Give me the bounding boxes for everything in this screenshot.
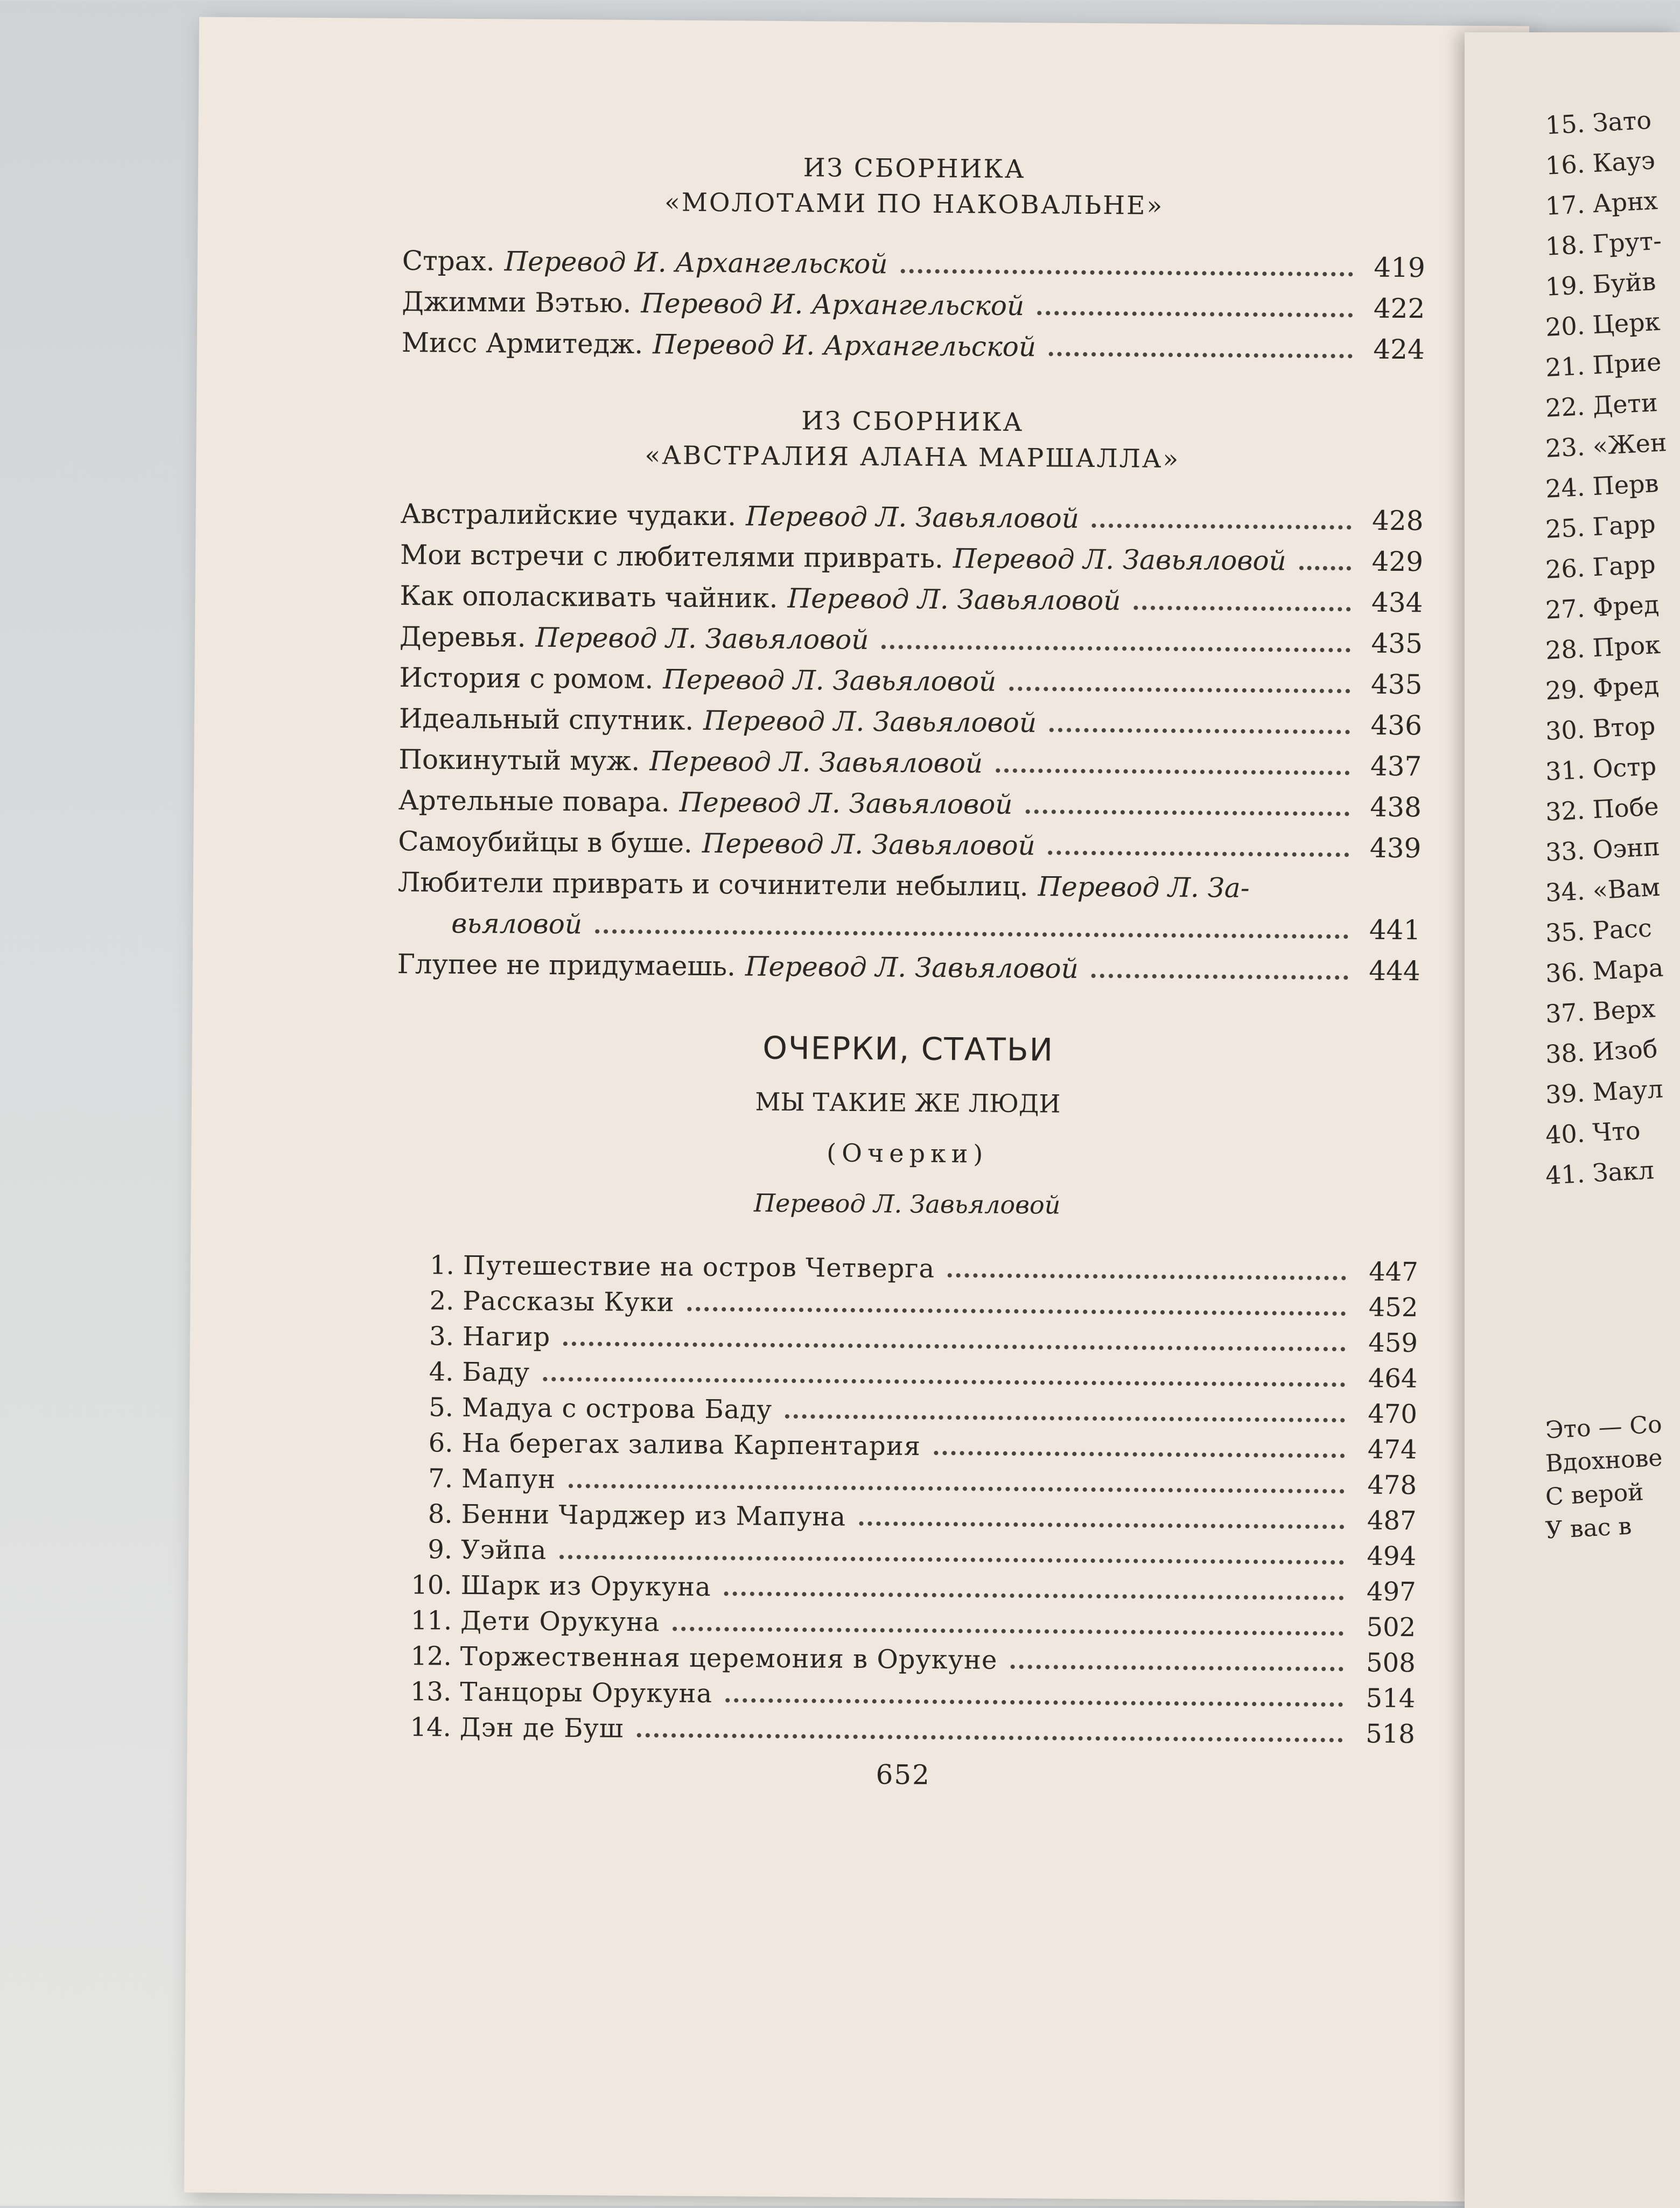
toc-entry xyxy=(399,657,1422,705)
entry-translator: Перевод Л. Завьяловой xyxy=(953,543,1286,577)
essay-number: 2. xyxy=(429,1285,454,1316)
entry-title: Деревья. xyxy=(399,621,526,653)
essay-number: 10. xyxy=(411,1570,452,1601)
leader-dots xyxy=(1048,850,1349,857)
essay-entry xyxy=(392,1709,1415,1752)
toc-entry xyxy=(399,698,1422,746)
essays-subheading: МЫ ТАКИЕ ЖЕ ЛЮДИ xyxy=(755,1087,1061,1119)
facing-entry: 25. Гарр xyxy=(1544,509,1656,544)
toc-entry-wrapped xyxy=(398,862,1421,910)
leader-dots xyxy=(688,1307,1346,1316)
section-australia xyxy=(397,401,1424,991)
entry-title: Страх. xyxy=(402,245,495,277)
entry-translator: Перевод Л. Завьяловой xyxy=(745,500,1080,534)
entry-title: Мои встречи с любителями приврать. xyxy=(400,539,944,575)
toc-entry xyxy=(400,534,1423,582)
essays-heading: ОЧЕРКИ, СТАТЬИ xyxy=(762,1029,1054,1068)
leader-dots xyxy=(1092,523,1352,529)
entry-title: История с ромом. xyxy=(399,662,654,695)
entry-title: Артельные повара. xyxy=(398,784,670,818)
leader-dots xyxy=(725,1698,1343,1707)
facing-entry: 23. «Жен xyxy=(1544,428,1668,463)
section-heading-2: «АВСТРАЛИЯ АЛАНА МАРШАЛЛА» xyxy=(645,441,1180,474)
entry-title: Джимми Вэтью. xyxy=(402,286,632,319)
facing-entry: 41. Закл xyxy=(1544,1155,1655,1190)
entry-translator: Перевод Л. Завьяловой xyxy=(787,583,1121,617)
entry-page: 424 xyxy=(1373,333,1425,366)
entry-page: 436 xyxy=(1370,709,1423,742)
facing-entry: 20. Церк xyxy=(1544,306,1661,342)
essays-genre: (Очерки) xyxy=(827,1138,989,1169)
leader-dots xyxy=(563,1341,1346,1351)
leader-dots xyxy=(1009,687,1350,693)
leader-dots xyxy=(996,768,1349,775)
toc-list xyxy=(402,240,1426,370)
facing-entry: 26. Гарр xyxy=(1544,549,1656,584)
toc-entry xyxy=(400,616,1423,664)
entry-translator: Перевод Л. Завьяловой xyxy=(679,786,1013,820)
entry-translator: Перевод Л. За- xyxy=(1038,871,1250,904)
entry-page: 439 xyxy=(1369,832,1422,864)
essay-title: Танцоры Орукуна xyxy=(460,1676,713,1709)
leader-dots xyxy=(934,1451,1345,1458)
facing-entry: 37. Верх xyxy=(1544,994,1656,1029)
toc-entry xyxy=(398,739,1422,787)
facing-entry: 17. Арнх xyxy=(1544,186,1658,221)
section-heading-1: ИЗ СБОРНИКА xyxy=(801,406,1024,438)
entry-translator: Перевод И. Архангельской xyxy=(504,246,888,280)
poem-line: У вас в xyxy=(1544,1512,1633,1545)
essay-title: Мапун xyxy=(461,1463,556,1495)
poem-line: Это — Со xyxy=(1544,1410,1663,1444)
essay-title: Бенни Чарджер из Мапуна xyxy=(461,1499,846,1532)
essay-title: Нагир xyxy=(462,1321,551,1352)
leader-dots xyxy=(1010,1665,1343,1671)
toc-list xyxy=(397,493,1423,991)
entry-page: 435 xyxy=(1371,627,1423,660)
section-hammers xyxy=(402,148,1426,370)
entry-translator: Перевод И. Архангельской xyxy=(653,329,1037,363)
toc-entry xyxy=(402,240,1425,288)
essay-number: 5. xyxy=(429,1392,454,1423)
page-content xyxy=(391,148,1426,1794)
leader-dots xyxy=(543,1377,1345,1387)
toc-entry xyxy=(400,575,1423,623)
entry-title: Мисс Армитедж. xyxy=(401,327,643,360)
facing-page xyxy=(1465,32,1680,2208)
entry-translator: Перевод Л. Завьяловой xyxy=(663,663,997,697)
entry-title: Покинутый муж. xyxy=(398,743,640,777)
essay-title: Торжественная церемония в Орукуне xyxy=(460,1641,998,1675)
facing-entry: 22. Дети xyxy=(1544,388,1658,423)
essay-title: Путешествие на остров Четверга xyxy=(463,1250,935,1284)
toc-entry xyxy=(398,780,1422,828)
essay-title: Шарк из Орукуна xyxy=(460,1570,711,1603)
essay-title: Дэн де Буш xyxy=(459,1712,624,1744)
essay-page: 474 xyxy=(1367,1434,1417,1465)
leader-dots xyxy=(595,930,1348,939)
leader-dots xyxy=(1049,352,1353,358)
essay-title: Мадуа с острова Баду xyxy=(461,1392,773,1425)
essay-title: Дети Орукуна xyxy=(460,1605,660,1638)
entry-page: 429 xyxy=(1371,546,1424,578)
essay-page: 518 xyxy=(1366,1718,1416,1750)
essay-number: 3. xyxy=(429,1321,454,1352)
facing-entry: 38. Изоб xyxy=(1544,1034,1658,1069)
leader-dots xyxy=(724,1591,1344,1600)
essay-number: 11. xyxy=(410,1605,452,1636)
book-page xyxy=(184,17,1529,2202)
essay-number: 7. xyxy=(428,1463,453,1494)
section-heading-1: ИЗ СБОРНИКА xyxy=(803,153,1026,185)
leader-dots xyxy=(948,1273,1346,1280)
facing-entry: 32. Побе xyxy=(1544,791,1660,827)
leader-dots xyxy=(1299,566,1351,571)
essay-number: 4. xyxy=(429,1357,454,1387)
essay-number: 13. xyxy=(410,1676,452,1707)
facing-entry: 33. Оэнп xyxy=(1544,832,1661,867)
entry-page: 444 xyxy=(1369,955,1420,987)
entry-page: 437 xyxy=(1370,750,1422,782)
facing-entry: 31. Остр xyxy=(1544,751,1657,786)
facing-entry: 30. Втор xyxy=(1544,711,1656,746)
entry-page: 441 xyxy=(1369,914,1421,946)
entry-title: Глупее не придумаешь. xyxy=(397,948,736,982)
entry-translator: Перевод Л. Завьяловой xyxy=(745,951,1079,984)
essays-list xyxy=(392,1247,1418,1752)
essay-page: 508 xyxy=(1366,1647,1416,1679)
leader-dots xyxy=(1037,311,1353,317)
facing-toc-list xyxy=(1545,102,1667,1193)
essay-number: 6. xyxy=(428,1428,453,1458)
entry-page: 422 xyxy=(1373,292,1425,325)
essay-page: 502 xyxy=(1366,1612,1416,1643)
leader-dots xyxy=(1049,728,1350,734)
leader-dots xyxy=(881,645,1350,652)
essay-number: 8. xyxy=(428,1499,453,1529)
section-heading-2: «МОЛОТАМИ ПО НАКОВАЛЬНЕ» xyxy=(664,187,1164,221)
essay-title: Уэйпа xyxy=(460,1534,547,1566)
essay-number: 12. xyxy=(410,1641,452,1672)
facing-poem xyxy=(1545,1411,1662,1545)
entry-page: 435 xyxy=(1370,668,1423,701)
essay-page: 459 xyxy=(1368,1327,1418,1359)
essay-entry xyxy=(395,1318,1418,1361)
essay-page: 464 xyxy=(1368,1363,1418,1394)
facing-entry: 16. Кауэ xyxy=(1544,145,1656,180)
facing-entry: 40. Что xyxy=(1544,1115,1641,1150)
entry-title: Самоубийцы в буше. xyxy=(398,825,693,859)
essay-page: 487 xyxy=(1367,1505,1417,1536)
essay-number: 9. xyxy=(428,1534,453,1565)
poem-line: С верой xyxy=(1544,1478,1644,1511)
essay-page: 478 xyxy=(1367,1470,1417,1501)
toc-entry-continuation xyxy=(397,903,1420,951)
entry-translator: Перевод И. Архангельской xyxy=(641,288,1025,322)
facing-entry: 21. Прие xyxy=(1544,347,1662,382)
page-number: 652 xyxy=(876,1759,931,1791)
entry-translator: Перевод Л. Завьяловой xyxy=(649,745,983,779)
facing-entry: 24. Перв xyxy=(1544,468,1660,504)
entry-translator: Перевод Л. Завьяловой xyxy=(535,621,869,656)
toc-entry xyxy=(402,281,1425,329)
leader-dots xyxy=(673,1627,1344,1636)
essay-title: Рассказы Куки xyxy=(463,1285,675,1318)
toc-entry xyxy=(397,944,1420,991)
leader-dots xyxy=(1091,974,1348,980)
facing-entry: 18. Грут- xyxy=(1544,226,1662,261)
entry-page: 438 xyxy=(1370,791,1422,823)
section-essays xyxy=(392,1028,1420,1752)
facing-entry: 29. Фред xyxy=(1544,670,1660,705)
essay-page: 452 xyxy=(1368,1292,1418,1323)
facing-entry: 15. Зато xyxy=(1544,105,1653,140)
facing-entry: 36. Мара xyxy=(1544,953,1664,988)
essay-number: 14. xyxy=(410,1712,452,1743)
entry-translator: Перевод Л. Завьяловой xyxy=(702,827,1035,862)
essay-number: 1. xyxy=(429,1250,455,1281)
essays-translator: Перевод Л. Завьяловой xyxy=(753,1188,1061,1220)
entry-page: 434 xyxy=(1371,586,1423,619)
facing-entry: 28. Прок xyxy=(1544,630,1662,665)
entry-title: Как ополаскивать чайник. xyxy=(400,580,778,614)
facing-entry: 27. Фред xyxy=(1544,589,1660,625)
toc-entry xyxy=(400,493,1423,541)
entry-title: Австралийские чудаки. xyxy=(400,498,737,532)
entry-page: 428 xyxy=(1371,505,1424,537)
entry-translator: Перевод Л. Завьяловой xyxy=(703,704,1037,739)
leader-dots xyxy=(900,269,1353,276)
entry-title: Идеальный спутник. xyxy=(398,703,694,736)
leader-dots xyxy=(636,1733,1343,1742)
essay-page: 447 xyxy=(1368,1256,1419,1288)
facing-entry: 39. Маул xyxy=(1544,1074,1664,1109)
facing-entry: 34. «Вам xyxy=(1544,872,1661,907)
entry-title: Любители приврать и сочинители небылиц. xyxy=(397,866,1028,903)
toc-entry xyxy=(398,821,1421,869)
facing-entry: 19. Буйв xyxy=(1544,267,1657,302)
entry-translator-continuation: вьяловой xyxy=(451,907,583,940)
leader-dots xyxy=(559,1555,1344,1564)
facing-entry: 35. Расс xyxy=(1544,913,1653,948)
poem-line: Вдохнове xyxy=(1544,1444,1663,1478)
leader-dots xyxy=(859,1521,1345,1529)
essay-title: На берегах залива Карпентария xyxy=(461,1428,921,1462)
essay-page: 497 xyxy=(1366,1576,1416,1608)
toc-entry xyxy=(402,322,1425,370)
leader-dots xyxy=(1025,809,1349,816)
essay-page: 514 xyxy=(1366,1683,1416,1714)
leader-dots xyxy=(785,1414,1345,1422)
leader-dots xyxy=(569,1484,1345,1493)
entry-page: 419 xyxy=(1374,251,1426,284)
leader-dots xyxy=(1133,606,1350,612)
essay-page: 470 xyxy=(1368,1399,1418,1430)
essay-page: 494 xyxy=(1367,1541,1417,1572)
essay-title: Баду xyxy=(462,1357,530,1388)
